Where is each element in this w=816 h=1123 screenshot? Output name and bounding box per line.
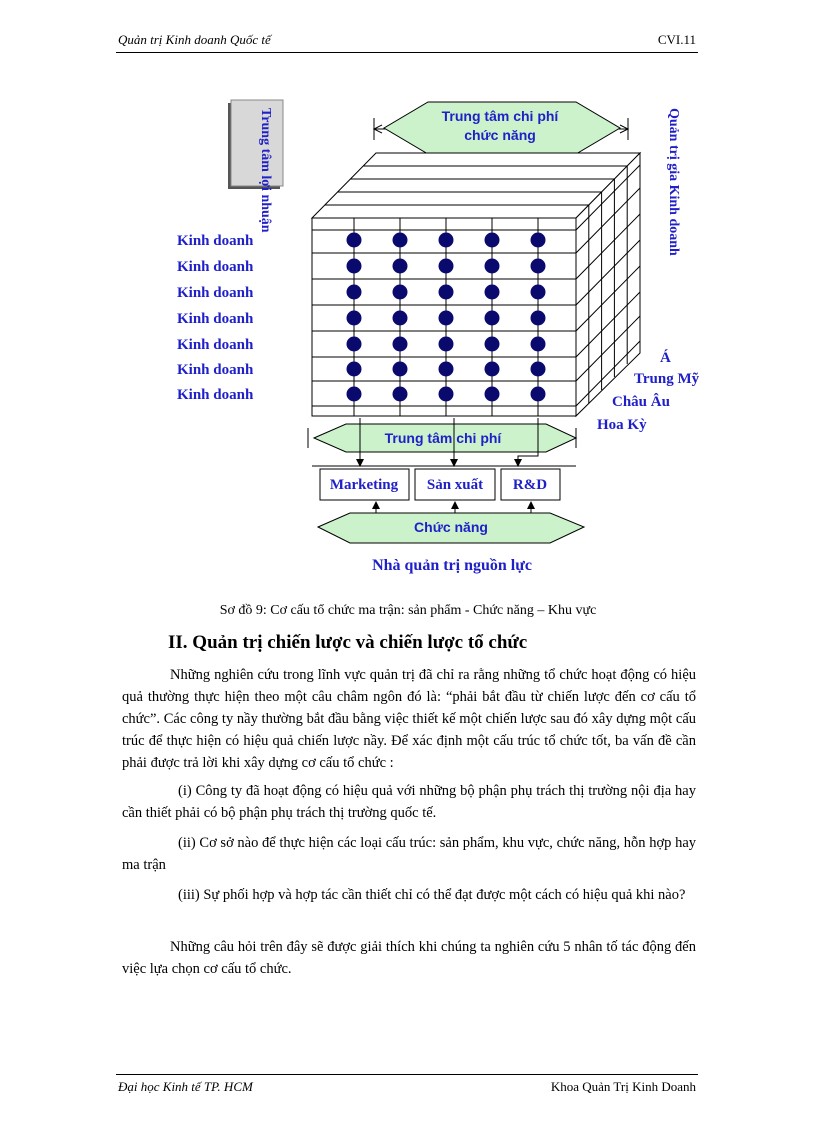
header-title: Quản trị Kinh doanh Quốc tế	[118, 32, 271, 47]
footer-faculty: Khoa Quản Trị Kinh Doanh	[550, 1079, 696, 1094]
matrix-dot	[531, 311, 546, 326]
header-page-code: CVI.11	[657, 32, 696, 47]
matrix-dot	[439, 387, 454, 402]
footer-university: Đại học Kinh tế TP. HCM	[118, 1079, 253, 1094]
matrix-dot	[485, 311, 500, 326]
matrix-dot	[439, 259, 454, 274]
business-row-label: Kinh doanh	[177, 285, 254, 301]
figure-caption: Sơ đồ 9: Cơ cấu tổ chức ma trận: sản phẩm - Chức năng – Khu vực	[219, 603, 597, 618]
matrix-cube	[312, 153, 640, 416]
business-row-labels	[177, 233, 254, 403]
paragraph-conclusion: Những câu hỏi trên đây sẽ được giải thích khi chúng ta nghiên cứu 5 nhân tố tác động đến việc lựa chọn cơ cấu tổ chức.	[122, 939, 696, 977]
region-europe: Châu Âu	[612, 394, 670, 410]
matrix-dot	[347, 337, 362, 352]
business-row-label: Kinh doanh	[177, 387, 254, 403]
matrix-dot	[347, 362, 362, 377]
top-cost-center-line2: chức năng	[464, 127, 536, 143]
profit-center-label: Trung tâm lợi nhuận	[258, 108, 273, 233]
mid-cost-center	[308, 424, 576, 452]
business-manager-label: Quản trị gia Kinh doanh	[666, 108, 681, 256]
matrix-dot	[439, 285, 454, 300]
matrix-dot	[531, 387, 546, 402]
matrix-dot	[485, 285, 500, 300]
matrix-dot	[393, 337, 408, 352]
matrix-dot	[439, 337, 454, 352]
matrix-dot	[347, 259, 362, 274]
matrix-dot	[439, 362, 454, 377]
matrix-dot	[531, 337, 546, 352]
matrix-dot	[393, 285, 408, 300]
function-center-label: Chức năng	[414, 519, 488, 535]
matrix-dot	[393, 233, 408, 248]
function-rnd: R&D	[512, 477, 548, 493]
matrix-dot	[347, 233, 362, 248]
matrix-dot	[347, 311, 362, 326]
business-row-label: Kinh doanh	[177, 311, 254, 327]
matrix-dot	[531, 259, 546, 274]
matrix-dot	[347, 387, 362, 402]
region-usa: Hoa Kỳ	[597, 417, 647, 433]
paragraph-intro: Những nghiên cứu trong lĩnh vực quản trị đã chỉ ra rằng những tổ chức hoạt động có hiệu quả thường thực hiện theo một câu châm ngôn đó là: “phải bắt đầu từ chiến lược đến cơ cấu tổ chức”. Các công ty nầy thường bắt đầu bằng việc thiết kế một chiến lược sau đó xây dựng một cấu trúc để thực hiện có hiệu quả chiến lược nầy. Để xác định một cấu trúc tổ chức tốt, ba vấn đề cần phải được trả lời khi xây dựng cơ cấu tổ chức :	[122, 667, 696, 771]
matrix-dot	[485, 362, 500, 377]
top-cost-center-line1: Trung tâm chi phí	[441, 108, 559, 124]
list-item-i: (i) Công ty đã hoạt động có hiệu quả với những bộ phận phụ trách thị trường nội địa hay cần thiết phải có bộ phận phụ trách thị trường quốc tế.	[122, 783, 696, 821]
matrix-dot	[347, 285, 362, 300]
function-production: Sản xuất	[426, 477, 484, 493]
region-asia: Á	[660, 350, 671, 366]
list-item-ii: (ii) Cơ sở nào để thực hiện các loại cấu trúc: sản phẩm, khu vực, chức năng, hỗn hợp hay ma trận	[122, 835, 696, 873]
business-row-label: Kinh doanh	[177, 259, 254, 275]
matrix-dot	[485, 233, 500, 248]
matrix-dot	[393, 311, 408, 326]
top-cost-center	[374, 102, 628, 154]
mid-cost-center-label: Trung tâm chi phí	[384, 430, 502, 446]
matrix-dot	[393, 387, 408, 402]
region-central-america: Trung Mỹ	[634, 371, 700, 387]
matrix-dot	[439, 233, 454, 248]
matrix-dot	[485, 387, 500, 402]
matrix-dot	[393, 362, 408, 377]
profit-center-box	[228, 100, 283, 233]
matrix-dot	[485, 259, 500, 274]
matrix-dot	[439, 311, 454, 326]
business-row-label: Kinh doanh	[177, 233, 254, 249]
business-row-label: Kinh doanh	[177, 337, 254, 353]
matrix-dot	[531, 285, 546, 300]
function-center	[318, 513, 584, 543]
matrix-dot	[393, 259, 408, 274]
section-title: II. Quản trị chiến lược và chiến lược tổ chức	[168, 632, 528, 653]
function-boxes	[320, 469, 560, 500]
business-row-label: Kinh doanh	[177, 362, 254, 378]
function-marketing: Marketing	[329, 477, 399, 493]
matrix-dot	[485, 337, 500, 352]
resource-manager-label: Nhà quản trị nguồn lực	[372, 557, 532, 574]
list-item-iii: (iii) Sự phối hợp và hợp tác cần thiết chỉ có thể đạt được một cách có hiệu quả khi nào?	[178, 887, 686, 903]
matrix-dot	[531, 233, 546, 248]
matrix-dot	[531, 362, 546, 377]
page-footer	[116, 1074, 698, 1097]
